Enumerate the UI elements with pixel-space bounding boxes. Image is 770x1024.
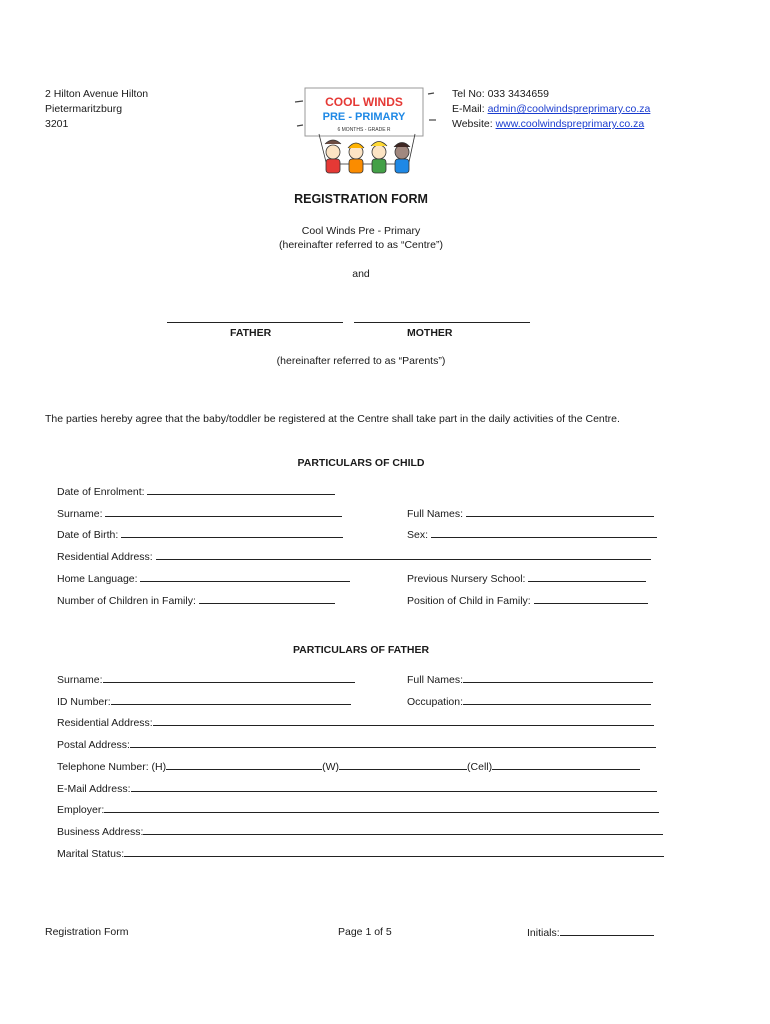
label: Date of Birth: (57, 529, 119, 541)
field-father-occupation[interactable] (407, 695, 651, 708)
child-heading: PARTICULARS OF CHILD (297, 457, 425, 469)
website-link[interactable]: www.coolwindspreprimary.co.za (495, 118, 645, 130)
label: ID Number: (57, 696, 111, 708)
label: Initials: (527, 927, 560, 939)
email-label: E-Mail: (452, 103, 488, 115)
field-child-full-names[interactable] (407, 507, 654, 520)
field-father-postal-address[interactable] (57, 738, 656, 751)
label: Residential Address: (57, 551, 153, 563)
logo-line-1: COOL WINDS (325, 95, 403, 109)
label: Position of Child in Family: (407, 595, 531, 607)
field-father-surname[interactable] (57, 673, 355, 686)
address-line-3: 3201 (45, 118, 69, 130)
telephone: Tel No: 033 3434659 (452, 88, 549, 100)
label: Previous Nursery School: (407, 573, 526, 585)
label: Date of Enrolment: (57, 486, 145, 498)
field-date-of-birth[interactable] (57, 528, 343, 541)
label: Sex: (407, 529, 429, 541)
label: Surname: (57, 508, 103, 520)
field-previous-nursery[interactable] (407, 572, 646, 585)
intro-and: and (352, 268, 370, 280)
mother-name-line[interactable] (354, 322, 530, 323)
field-child-residential-address[interactable] (57, 550, 651, 563)
father-name-line[interactable] (167, 322, 343, 323)
label: Employer: (57, 804, 105, 816)
school-address (45, 87, 148, 132)
email-link[interactable]: admin@coolwindspreprimary.co.za (487, 103, 651, 115)
address-line-2: Pietermaritzburg (45, 103, 123, 115)
address-line-1: 2 Hilton Avenue Hilton (45, 88, 149, 100)
mother-label: MOTHER (407, 327, 453, 339)
label-w: (W) (322, 761, 340, 773)
field-father-business-address[interactable] (57, 825, 663, 838)
label: Business Address: (57, 826, 144, 838)
label: Full Names: (407, 508, 464, 520)
father-label: FATHER (230, 327, 272, 339)
field-number-of-children[interactable] (57, 594, 335, 607)
label: Full Names: (407, 674, 464, 686)
contact-info (452, 87, 650, 132)
footer-form-name: Registration Form (45, 926, 129, 938)
field-father-telephone[interactable] (57, 760, 640, 773)
email-line (452, 102, 650, 117)
label: Postal Address: (57, 739, 130, 751)
school-logo (291, 82, 441, 182)
field-sex[interactable] (407, 528, 657, 541)
page-title: REGISTRATION FORM (294, 192, 428, 206)
field-father-residential-address[interactable] (57, 716, 654, 729)
website-label: Website: (452, 118, 496, 130)
label: Occupation: (407, 696, 464, 708)
label-cell: (Cell) (467, 761, 493, 773)
label: Marital Status: (57, 848, 125, 860)
field-father-email[interactable] (57, 782, 657, 795)
website-line (452, 117, 650, 132)
label: Telephone Number: (H) (57, 761, 167, 773)
label: Residential Address: (57, 717, 153, 729)
field-father-full-names[interactable] (407, 673, 653, 686)
label: Home Language: (57, 573, 138, 585)
field-initials[interactable] (527, 926, 654, 939)
field-father-employer[interactable] (57, 803, 659, 816)
field-position-of-child[interactable] (407, 594, 648, 607)
label: Surname: (57, 674, 103, 686)
logo-tagline: 6 MONTHS - GRADE R (337, 127, 391, 133)
field-home-language[interactable] (57, 572, 350, 585)
field-father-id-number[interactable] (57, 695, 351, 708)
intro-parents-note: (hereinafter referred to as “Parents”) (276, 355, 446, 367)
intro-centre-note: (hereinafter referred to as “Centre”) (279, 239, 443, 251)
footer-page-number: Page 1 of 5 (338, 926, 392, 938)
label: Number of Children in Family: (57, 595, 196, 607)
logo-line-2: PRE - PRIMARY (322, 111, 406, 123)
father-heading: PARTICULARS OF FATHER (292, 644, 430, 656)
field-child-surname[interactable] (57, 507, 342, 520)
intro-centre-name: Cool Winds Pre - Primary (301, 225, 421, 237)
agreement-text: The parties hereby agree that the baby/toddler be registered at the Centre shall take part in the daily activities of the Centre. (45, 413, 620, 425)
field-father-marital-status[interactable] (57, 847, 664, 860)
label: E-Mail Address: (57, 783, 131, 795)
field-date-of-enrolment[interactable] (57, 485, 335, 498)
